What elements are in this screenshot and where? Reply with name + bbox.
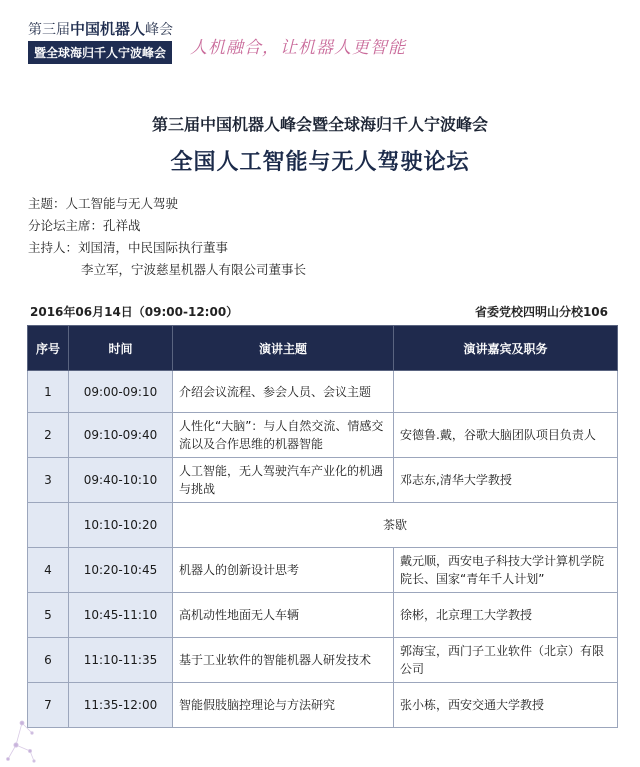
schedule-venue: 省委党校四明山分校106 <box>474 305 608 319</box>
row-topic: 基于工业软件的智能机器人研发技术 <box>173 638 394 683</box>
header-topic: 演讲主题 <box>173 326 394 371</box>
decorative-network-icon <box>4 715 38 763</box>
theme-line: 主题：人工智能与无人驾驶 <box>28 196 179 211</box>
tea-break: 茶歇 <box>173 503 618 548</box>
row-speaker: 张小栋，西安交通大学教授 <box>394 683 618 728</box>
row-time: 10:45-11:10 <box>69 593 173 638</box>
row-speaker: 郭海宝，西门子工业软件（北京）有限公司 <box>394 638 618 683</box>
logo-prefix: 第三届 <box>28 22 70 38</box>
page-title: 第三届中国机器人峰会暨全球海归千人宁波峰会 <box>151 115 488 134</box>
row-num: 5 <box>28 593 69 638</box>
row-speaker <box>394 371 618 413</box>
row-time: 10:10-10:20 <box>69 503 173 548</box>
table-row <box>28 638 618 683</box>
row-num: 1 <box>28 371 69 413</box>
host-line-1: 主持人：刘国清，中民国际执行董事 <box>28 240 229 255</box>
table-row <box>28 458 618 503</box>
table-row <box>28 371 618 413</box>
row-topic: 高机动性地面无人车辆 <box>173 593 394 638</box>
row-topic: 介绍会议流程、参会人员、会议主题 <box>173 371 394 413</box>
row-time: 11:10-11:35 <box>69 638 173 683</box>
logo-bold: 中国机器人 <box>70 20 146 38</box>
row-num: 7 <box>28 683 69 728</box>
row-time: 10:20-10:45 <box>69 548 173 593</box>
forum-title: 全国人工智能与无人驾驶论坛 <box>170 150 470 175</box>
logo-line-2: 暨全球海归千人宁波峰会 <box>28 41 172 64</box>
row-time: 09:10-09:40 <box>69 413 173 458</box>
row-time: 11:35-12:00 <box>69 683 173 728</box>
logo-suffix: 峰会 <box>145 22 174 38</box>
row-topic: 人工智能，无人驾驶汽车产业化的机遇与挑战 <box>173 458 394 503</box>
header-num: 序号 <box>28 326 69 371</box>
row-num: 2 <box>28 413 69 458</box>
row-speaker: 戴元顺，西安电子科技大学计算机学院院长、国家“青年千人计划” <box>394 548 618 593</box>
schedule-table <box>27 325 618 728</box>
host-line-2: 李立军，宁波慈星机器人有限公司董事长 <box>81 262 307 277</box>
row-topic: 智能假肢脑控理论与方法研究 <box>173 683 394 728</box>
row-speaker: 邓志东,清华大学教授 <box>394 458 618 503</box>
table-row <box>28 593 618 638</box>
row-num <box>28 503 69 548</box>
row-speaker: 安德鲁.戴，谷歌大脑团队项目负责人 <box>394 413 618 458</box>
header-time: 时间 <box>69 326 173 371</box>
row-num: 6 <box>28 638 69 683</box>
header-speaker: 演讲嘉宾及职务 <box>394 326 618 371</box>
summit-logo <box>28 20 178 64</box>
table-row <box>28 683 618 728</box>
logo-line-1 <box>28 20 178 39</box>
slogan: 人机融合，让机器人更智能 <box>190 38 406 58</box>
row-speaker: 徐彬，北京理工大学教授 <box>394 593 618 638</box>
row-time: 09:00-09:10 <box>69 371 173 413</box>
table-row <box>28 548 618 593</box>
table-row <box>28 413 618 458</box>
forum-info <box>28 193 306 281</box>
row-num: 3 <box>28 458 69 503</box>
row-num: 4 <box>28 548 69 593</box>
chair-line: 分论坛主席：孔祥战 <box>28 218 141 233</box>
table-row-break <box>28 503 618 548</box>
table-header-row <box>28 326 618 371</box>
schedule-date: 2016年06月14日（09:00-12:00） <box>30 305 239 319</box>
row-topic: 人性化“大脑”：与人自然交流、情感交流以及合作思维的机器智能 <box>173 413 394 458</box>
row-time: 09:40-10:10 <box>69 458 173 503</box>
schedule-meta <box>30 303 608 320</box>
row-topic: 机器人的创新设计思考 <box>173 548 394 593</box>
